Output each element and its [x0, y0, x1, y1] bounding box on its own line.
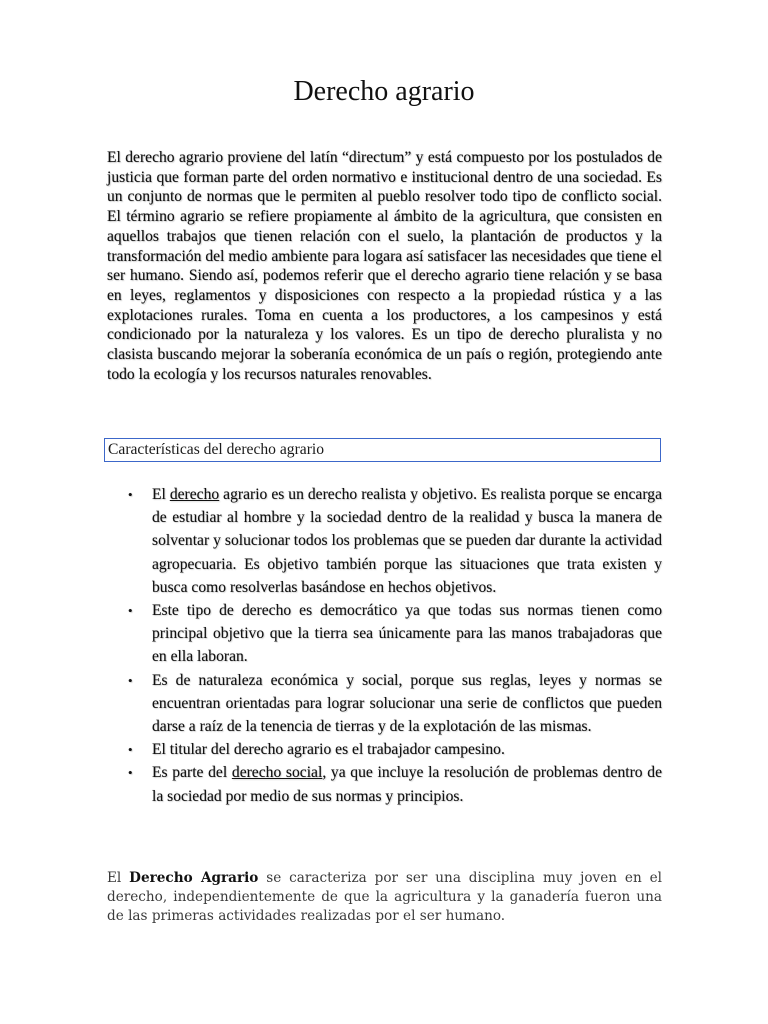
- bullet-text: Este tipo de derecho es democrático ya que todas sus normas tienen como principal objetivo que la tierra sea únicamente para las manos trabajadoras que en ella laboran.: [152, 602, 662, 666]
- closing-text-post: se caracteriza por ser una disciplina muy joven en el derecho, independientemente de que la agricultura y la ganadería fueron una de las primeras actividades realizadas por el ser humano.: [107, 870, 663, 924]
- derecho-social-link[interactable]: derecho social: [231, 764, 323, 782]
- bullet-icon: •: [128, 487, 133, 502]
- bullet-text: Es de naturaleza económica y social, porque sus reglas, leyes y normas se encuentran orientadas para lograr solucionar una serie de conflictos que pueden darse a raíz de la tenencia de tierras y de la explotación de las mismas.: [152, 671, 662, 736]
- list-item: [127, 599, 662, 669]
- bullet-text-post: , ya que incluye la resolución de problemas dentro de la sociedad por medio de sus normas y principios.: [152, 764, 662, 805]
- section-heading: Características del derecho agrario: [108, 441, 325, 458]
- bullet-icon: •: [128, 742, 133, 758]
- intro-paragraph: [107, 148, 662, 384]
- bullet-icon: •: [128, 603, 133, 619]
- derecho-link[interactable]: derecho: [169, 486, 220, 503]
- bullet-text-pre: El: [152, 486, 170, 503]
- page-title: Derecho agrario: [293, 76, 475, 107]
- list-item: [127, 669, 662, 739]
- list-item: [127, 761, 662, 807]
- list-item: [127, 483, 662, 599]
- bullet-icon: •: [128, 672, 133, 688]
- intro-text: El derecho agrario proviene del latín “directum” y está compuesto por los postulados de justicia que forman parte del orden normativo e institucional dentro de una sociedad. Es un conjunto de normas que le permiten al pueblo resolver todo tipo de conflicto social. El término agrario se refiere propiamente al ámbito de la agricultura, que consisten en aquellos trabajos que tienen relación con el suelo, la plantación de productos y la transformación del medio ambiente para logara así satisfacer las necesidades que tiene el ser humano. Siendo así, podemos referir que el derecho agrario tiene relación y se basa en leyes, reglamentos y disposiciones con respecto a la propiedad rústica y a las explotaciones rurales. Toma en cuenta a los productores, a los campesinos y está condicionado por la naturaleza y los valores. Es un tipo de derecho pluralista y no clasista buscando mejorar la soberanía económica de un país o región, protegiendo ante todo la ecología y los recursos naturales renovables.: [107, 149, 662, 383]
- closing-bold-term: Derecho Agrario: [129, 870, 259, 886]
- list-item: [127, 738, 662, 761]
- closing-text-pre: El: [107, 870, 130, 886]
- section-heading-box: [104, 438, 661, 462]
- bullet-text-post: agrario es un derecho realista y objetivo. Es realista porque se encarga de estudiar al hombre y la sociedad dentro de la realidad y busca la manera de solventar y solucionar todos los problemas que se pueden dar durante la actividad agropecuaria. Es objetivo también porque las situaciones que trata existen y busca como resolverlas basándose en hechos objetivos.: [152, 486, 662, 596]
- bullet-text-pre: Es parte del: [152, 764, 232, 782]
- bullet-icon: •: [128, 765, 133, 781]
- bullet-text: El titular del derecho agrario es el trabajador campesino.: [152, 741, 505, 759]
- characteristics-list: [127, 483, 662, 808]
- closing-paragraph: [107, 869, 662, 926]
